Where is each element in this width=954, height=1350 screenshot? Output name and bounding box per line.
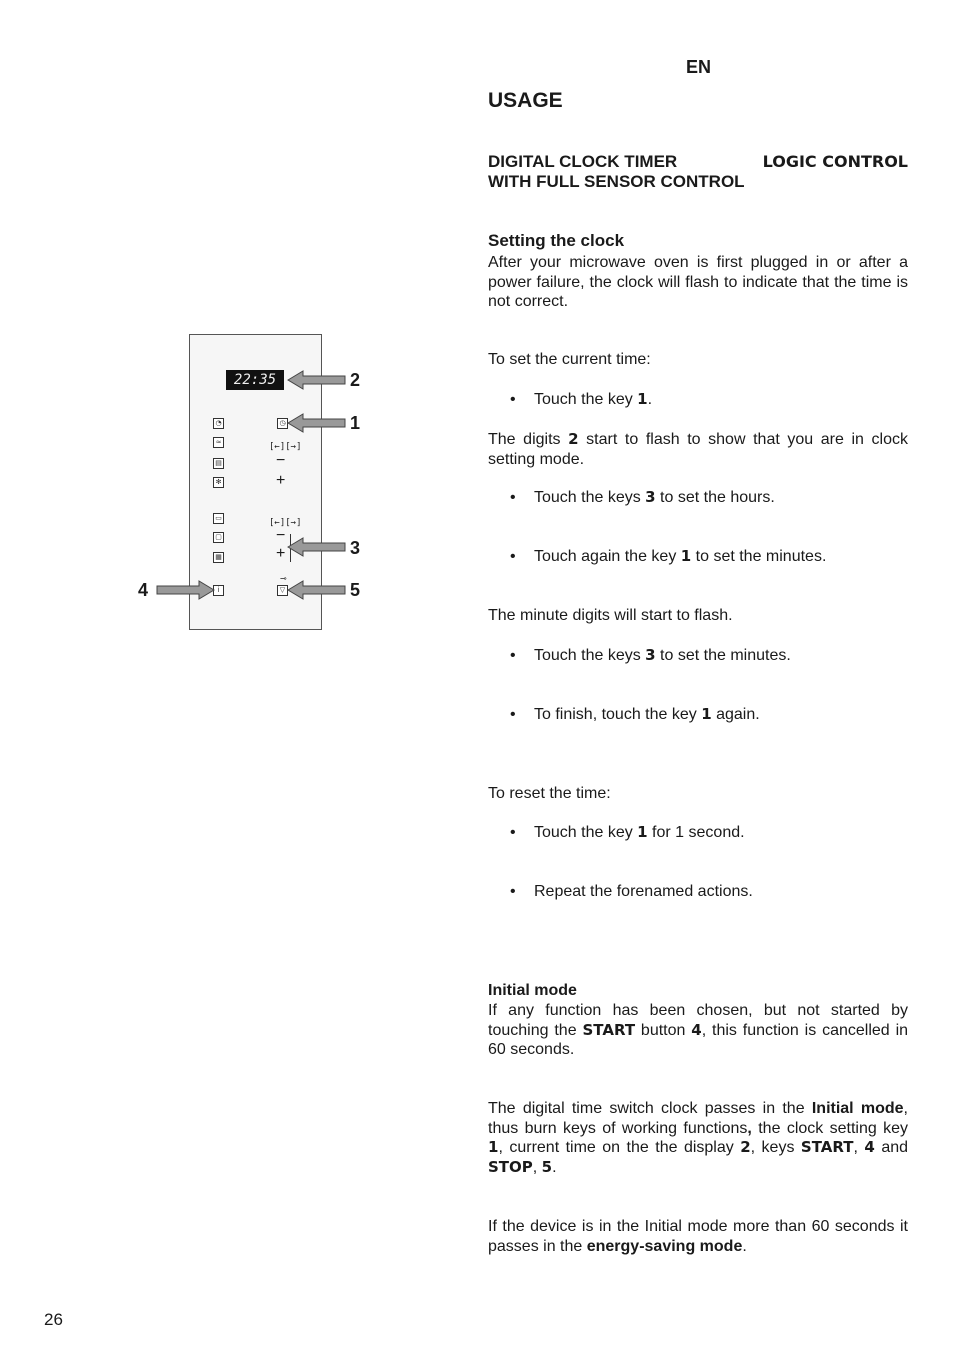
clock-display: 22:35 [226,370,284,390]
plus-icon: + [276,472,286,489]
bullet-set-minutes: • Touch the keys 3 to set the minutes. [510,646,791,664]
bullet-reset-key: • Touch the key 1 for 1 second. [510,823,745,841]
arrow-4 [157,581,214,599]
stop-key-icon: ▽ [277,585,288,596]
section-title-part2: LOGIC CONTROL [762,152,908,171]
callout-5: 5 [350,580,361,600]
duration-icon: [←][→] [269,442,302,452]
callout-3: 3 [350,538,361,558]
callout-1: 1 [350,413,361,433]
grill-icon: ▤ [213,458,224,469]
bullet-touch-again: • Touch again the key 1 to set the minutes. [510,547,827,565]
set-intro: To set the current time: [488,351,651,368]
reset-intro: To reset the time: [488,785,611,802]
arrow-3 [288,538,345,556]
arrow-2 [288,371,345,389]
initial-heading: Initial mode [488,982,577,999]
page-title: USAGE [488,89,563,112]
arrow-1 [288,414,345,432]
defrost-icon: ◔ [213,418,224,429]
initial-paragraph-3: If the device is in the Initial mode more than 60 seconds it passes in the energy-saving mode. [488,1218,908,1255]
bullet-set-hours: • Touch the keys 3 to set the hours. [510,488,775,506]
callout-2: 2 [350,370,361,390]
section-title-line2: WITH FULL SENSOR CONTROL [488,172,745,191]
clock-heading: Setting the clock [488,231,625,250]
language-code: EN [686,57,712,77]
oven-full-icon: ▦ [213,552,224,563]
arrow-5 [288,581,345,599]
callout-4: 4 [138,580,149,600]
initial-paragraph-2: The digital time switch clock passes in the Initial mode, thus burn keys of working functions, the clock setting key 1, current time on the the display 2, keys START, 4 and STOP, 5. [488,1100,909,1176]
section-title-part1: DIGITAL CLOCK TIMER [488,152,678,171]
minute-digits-flash: The minute digits will start to flash. [488,607,733,624]
section-title [488,152,908,192]
minus-icon-2: − [276,527,286,544]
digits-flash-paragraph: The digits 2 start to flash to show that you are in clock setting mode. [488,430,909,468]
minus-icon: − [276,452,286,469]
bullet-repeat: • Repeat the forenamed actions. [510,883,753,900]
bullet-touch-key-1: • Touch the key 1. [510,390,653,408]
oven-bottom-icon: ▢ [213,532,224,543]
microwave-icon: ≈ [213,437,224,448]
oven-top-icon: ▭ [213,513,224,524]
end-time-icon: [←][→] [269,518,302,528]
plus-icon-2: + [276,545,286,562]
bullet-finish: • To finish, touch the key 1 again. [510,705,760,723]
start-key-icon: i [213,585,224,596]
key-icon: ⊸ [280,574,287,583]
clock-key-icon: ◷ [277,418,288,429]
callout-arrows [140,365,370,605]
fan-icon: ✻ [213,477,224,488]
page-number: 26 [44,1310,63,1329]
initial-paragraph-1: If any function has been chosen, but not started by touching the START button 4, this function is cancelled in 60 seconds. [488,1002,909,1059]
clock-intro: After your microwave oven is first plugged in or after a power failure, the clock will flash to indicate that the time is not correct. [488,254,908,311]
